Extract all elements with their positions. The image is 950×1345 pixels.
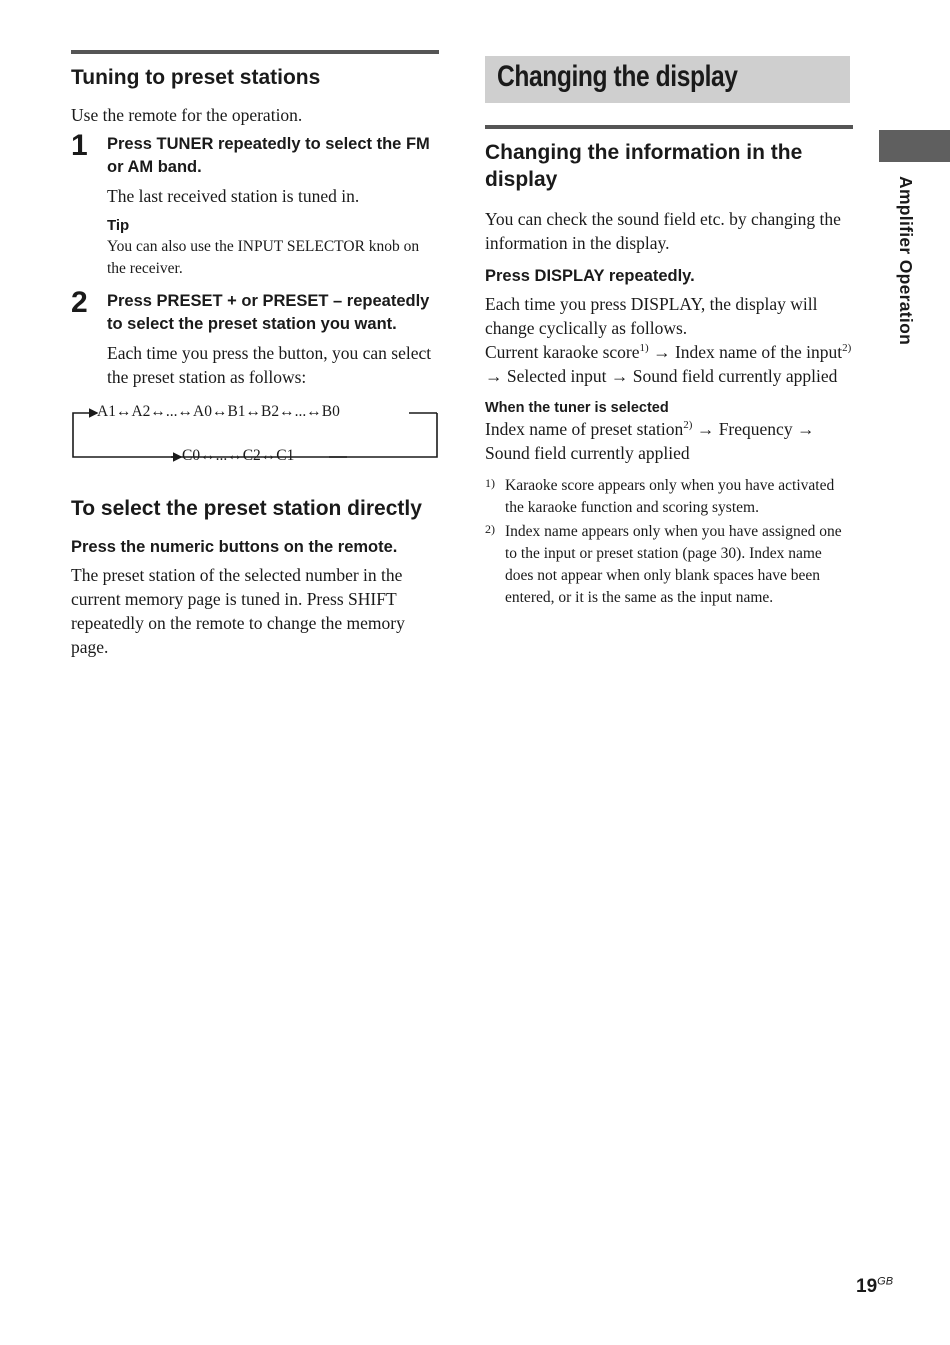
footnotes: [485, 475, 853, 609]
footnote-ref: 1): [639, 342, 649, 355]
footnote-ref: 2): [683, 419, 693, 432]
footnote-ref: 2): [842, 342, 852, 355]
direct-text: The preset station of the selected number in the current memory page is tuned in. Press SHIFT repeatedly on the remote to change the memory page.: [71, 565, 405, 657]
step-number: 2: [71, 286, 88, 319]
step-instruction: Press TUNER repeatedly to select the FM or AM band.: [107, 135, 430, 176]
footnote: 1) Karaoke score appears only when you have activated the karaoke function and scoring system.: [485, 475, 853, 519]
step-instruction: Press PRESET + or PRESET – repeatedly to select the preset station you want.: [107, 292, 430, 333]
chapter-title: Changing the display: [497, 60, 738, 93]
chapter-side-label: Amplifier Operation: [896, 176, 916, 346]
page-number: $19^{GB}$: [856, 1275, 894, 1297]
step-2: [71, 286, 439, 389]
preset-cycle-diagram: [71, 403, 439, 463]
section-heading-display: Changing the information in the display: [485, 141, 803, 191]
cycle-top-row: A1↔A2↔...↔A0↔B1↔B2↔...↔B0: [97, 403, 340, 420]
chapter-tab-marker: [879, 130, 950, 162]
section-rule: [485, 125, 853, 129]
step-result: Each time you press the button, you can select the preset station as follows:: [107, 343, 432, 387]
chapter-banner: [485, 56, 850, 103]
tip-label: Tip: [107, 217, 130, 234]
step-number: 1: [71, 129, 88, 162]
tip-text: You can also use the INPUT SELECTOR knob on the receiver.: [107, 238, 420, 277]
display-cycle-text: Each time you press DISPLAY, the display will change cyclically as follows. Current karaoke score$^{1)}$ → Index name of the input$^{2)}$ → Selected input → Sound field currently applied: [485, 294, 852, 386]
cycle-bottom-row: C0↔...↔C2↔C1: [182, 447, 295, 464]
direct-instruction: Press the numeric buttons on the remote.: [71, 538, 398, 556]
left-column: [71, 50, 439, 659]
footnote: 2) Index name appears only when you have assigned one to the input or preset station (page 30). Index name does not appear when only blank spaces have been entered, or it is the same as the input name.: [485, 521, 853, 609]
tuner-subheading: When the tuner is selected: [485, 400, 669, 416]
section-heading-direct: To select the preset station directly: [71, 497, 422, 520]
section-rule: [71, 50, 439, 54]
footnote-mark: 1): [485, 476, 495, 490]
display-intro: You can check the sound field etc. by changing the information in the display.: [485, 209, 841, 253]
display-instruction: Press DISPLAY repeatedly.: [485, 267, 695, 285]
section-heading-preset: Tuning to preset stations: [71, 66, 321, 89]
step-1: [71, 129, 439, 280]
right-column: [485, 56, 853, 609]
intro-text: Use the remote for the operation.: [71, 105, 303, 125]
tuner-cycle-text: Index name of preset station$^{2)}$ → Frequency → Sound field currently applied: [485, 419, 815, 463]
step-result: The last received station is tuned in.: [107, 186, 360, 206]
footnote-mark: 2): [485, 522, 495, 536]
